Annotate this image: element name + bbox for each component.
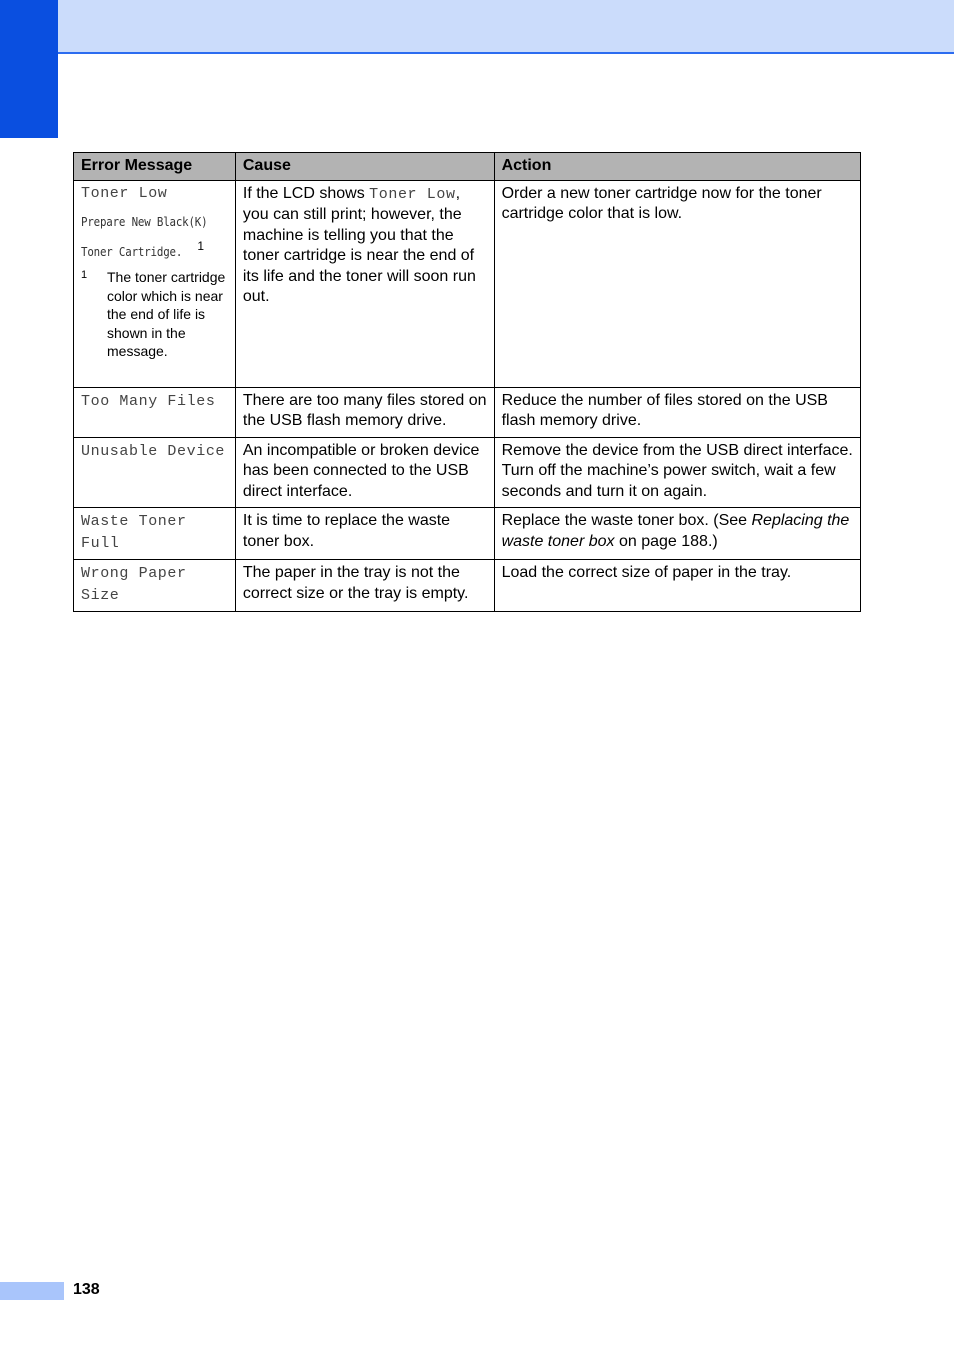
error-message-cell xyxy=(74,437,236,508)
error-message-table xyxy=(73,152,861,612)
lcd-message-line-1: Prepare New Black(K) xyxy=(81,215,208,229)
cause-cell: It is time to replace the waste toner box. xyxy=(235,508,494,560)
footnote xyxy=(81,268,229,361)
error-message-cell xyxy=(74,508,236,560)
page-number-bar xyxy=(0,1282,64,1300)
lcd-message-detail xyxy=(81,210,229,264)
footnote-mark: 1 xyxy=(197,239,205,253)
column-header-error-message: Error Message xyxy=(74,153,236,181)
footnote-number: 1 xyxy=(81,269,88,281)
cause-cell: An incompatible or broken device has been connected to the USB direct interface. xyxy=(235,437,494,508)
error-message-text: Waste Toner Full xyxy=(81,513,187,552)
table-row xyxy=(74,437,861,508)
table-row xyxy=(74,387,861,437)
table-row xyxy=(74,560,861,612)
table-header-row xyxy=(74,153,861,181)
error-message-text: Toner Low xyxy=(81,184,168,202)
action-cell xyxy=(494,508,860,560)
cause-lcd-code: Toner Low xyxy=(369,185,456,203)
error-message-cell xyxy=(74,180,236,387)
cause-cell xyxy=(235,180,494,387)
action-cell: Order a new toner cartridge now for the toner cartridge color that is low. xyxy=(494,180,860,387)
table-row xyxy=(74,180,861,387)
header-band xyxy=(58,0,954,54)
footnote-text: The toner cartridge color which is near the end of life is shown in the message. xyxy=(107,269,226,359)
page-number: 138 xyxy=(73,1281,100,1298)
lcd-message-line-2: Toner Cartridge. xyxy=(81,245,183,259)
cause-text-post: , you can still print; however, the machine is telling you that the toner cartridge is near the end of its life and the toner will soon run out. xyxy=(242,184,476,305)
cross-reference-link[interactable]: Replacing the waste toner box xyxy=(501,512,850,550)
chapter-tab xyxy=(0,0,58,138)
error-message-text: Unusable Device xyxy=(81,442,226,460)
action-cell: Reduce the number of files stored on the USB flash memory drive. xyxy=(494,387,860,437)
error-message-cell xyxy=(74,387,236,437)
action-text-post: on page 188.) xyxy=(614,532,718,550)
action-text-pre: Replace the waste toner box. (See xyxy=(501,512,752,529)
column-header-cause: Cause xyxy=(235,153,494,181)
cause-cell: There are too many files stored on the USB flash memory drive. xyxy=(235,387,494,437)
error-message-cell xyxy=(74,560,236,612)
column-header-action: Action xyxy=(494,153,860,181)
cause-cell: The paper in the tray is not the correct size or the tray is empty. xyxy=(235,560,494,612)
table-row xyxy=(74,508,861,560)
cause-text-pre: If the LCD shows xyxy=(242,184,370,202)
error-message-text: Too Many Files xyxy=(81,392,216,410)
action-cell: Load the correct size of paper in the tray. xyxy=(494,560,860,612)
error-message-text: Wrong Paper Size xyxy=(81,565,187,604)
action-cell: Remove the device from the USB direct interface. Turn off the machine’s power switch, wait a few seconds and turn it on again. xyxy=(494,437,860,508)
